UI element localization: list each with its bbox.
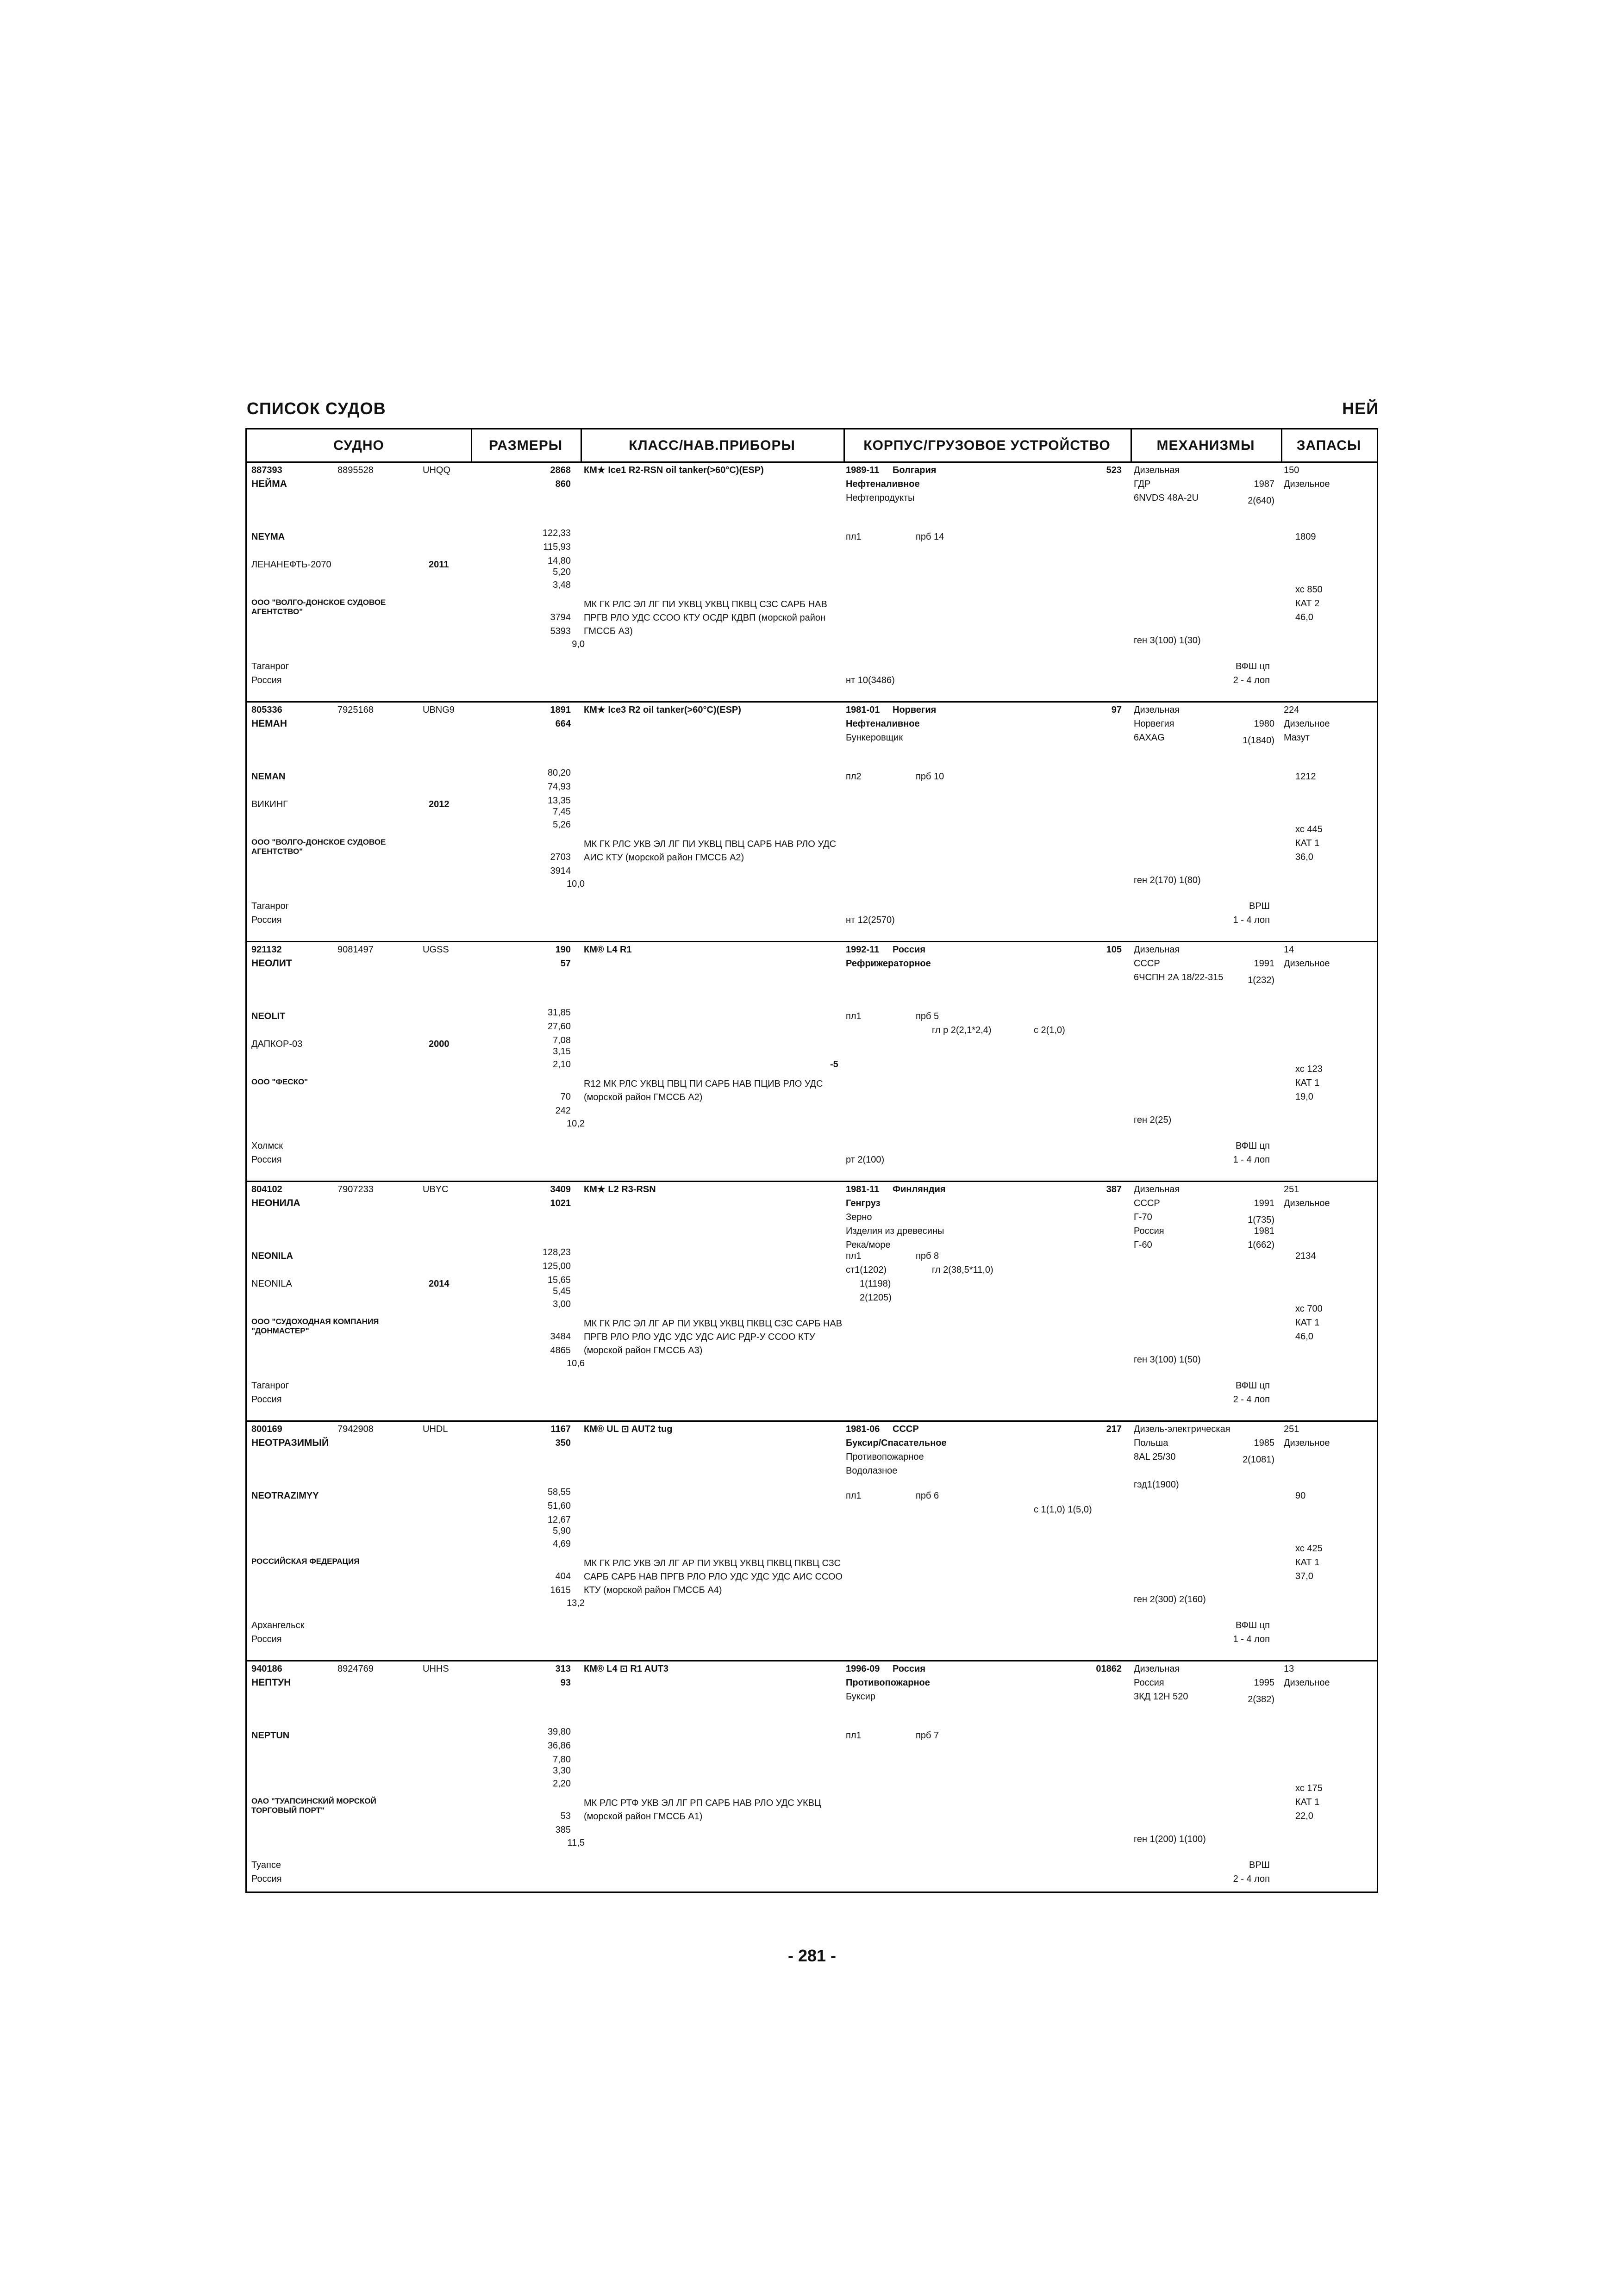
breadth: 12,67	[547, 1515, 571, 1525]
call-sign: UBYC	[423, 1184, 449, 1195]
vessel-name-latin: NEMAN	[251, 772, 286, 782]
class-notation: КМ® L4 R1	[584, 945, 632, 955]
autonomy: 22,0	[1295, 1811, 1313, 1821]
engine-year: 1987	[1254, 479, 1274, 489]
registry-number: 921132	[251, 945, 282, 955]
hull-bulkheads: прб 5	[916, 1011, 939, 1021]
hull-booms: с 2(1,0)	[1034, 1025, 1065, 1035]
page-number: - 281 -	[787, 1946, 837, 1965]
cargo-capacity: 1212	[1295, 772, 1316, 782]
length-overall: 39,80	[547, 1727, 571, 1737]
generators: ген 2(300) 2(160)	[1134, 1594, 1206, 1605]
build-country: Россия	[893, 945, 926, 955]
build-date: 1989-11	[846, 465, 880, 475]
vessel-type: Буксир/Спасательное	[846, 1438, 947, 1448]
engine-country: СССР	[1134, 958, 1160, 969]
register-title: СПИСОК СУДОВ	[247, 399, 386, 418]
home-port: Холмск	[251, 1141, 283, 1151]
propeller-type: ВФШ цп	[1235, 1381, 1270, 1391]
propeller-blades: 1 - 4 лоп	[1233, 1634, 1270, 1644]
project-number: 97	[1111, 705, 1122, 715]
call-sign: UBNG9	[423, 705, 455, 715]
net-tonnage: 93	[560, 1678, 571, 1688]
displacement: 3914	[550, 866, 571, 876]
depth: 5,90	[553, 1526, 571, 1536]
length-overall: 128,23	[542, 1247, 571, 1257]
engine-power: 2(382)	[1248, 1694, 1274, 1705]
engine-model: 3КД 12Н 520	[1134, 1692, 1188, 1702]
tanks: нт 10(3486)	[846, 675, 895, 685]
autonomy: 46,0	[1295, 612, 1313, 622]
vessel-record	[247, 463, 1377, 703]
fuel-type: Дизельное	[1284, 958, 1330, 969]
generators: ген 3(100) 1(30)	[1134, 635, 1201, 646]
engine-country: ГДР	[1134, 479, 1151, 489]
engine-country: Польша	[1134, 1438, 1168, 1448]
home-port: Таганрог	[251, 661, 289, 672]
imo-number: 7942908	[337, 1424, 374, 1434]
propeller-type: ВРШ	[1249, 1860, 1270, 1870]
home-port: Таганрог	[251, 901, 289, 911]
registry-number: 805336	[251, 705, 282, 715]
engine-model: 6AXAG	[1134, 733, 1165, 743]
flag-country: Россия	[251, 675, 282, 685]
vessel-subtype-2: Водолазное	[846, 1466, 898, 1476]
build-country: Болгария	[893, 465, 937, 475]
engine-year: 1991	[1254, 958, 1274, 969]
call-sign: UHQQ	[423, 465, 450, 475]
hull-booms: с 1(1,0) 1(5,0)	[1034, 1505, 1092, 1515]
displacement: 242	[555, 1106, 571, 1116]
hull-decks: пл1	[846, 1251, 862, 1261]
engine-year: 1995	[1254, 1678, 1274, 1688]
flag-country: Россия	[251, 915, 282, 925]
engine2-country: Россия	[1134, 1226, 1164, 1236]
propeller-type: ВФШ цп	[1235, 1141, 1270, 1151]
col-header-dimensions: РАЗМЕРЫ	[471, 429, 581, 463]
col-divider	[1131, 429, 1132, 463]
deadweight: 3484	[550, 1332, 571, 1342]
fuel-capacity: 150	[1284, 465, 1299, 475]
length-overall: 80,20	[547, 768, 571, 778]
vessel-type: Нефтеналивное	[846, 719, 920, 729]
engine-model: 8AL 25/30	[1134, 1452, 1176, 1462]
flag-country: Россия	[251, 1634, 282, 1644]
propeller-type: ВФШ цп	[1235, 661, 1270, 672]
former-name: ДАПКОР-03	[251, 1039, 303, 1049]
vessel-record	[247, 1422, 1377, 1661]
vessel-name: НЕОНИЛА	[251, 1198, 300, 1208]
nav-equipment: МК ГК РЛС УКВ ЭЛ ЛГ ПИ УКВЦ ПВЦ САРБ НАВ РЛО УДС АИС КТУ (морской район ГМССБ А2)	[584, 839, 837, 863]
fresh-water: хс 445	[1295, 824, 1323, 834]
cargo-capacity: 2134	[1295, 1251, 1316, 1261]
col-divider	[471, 429, 472, 463]
category: КАТ 2	[1295, 598, 1320, 609]
vessel-name: НЕМАН	[251, 718, 287, 729]
renamed-year: 2011	[429, 560, 449, 570]
engine-power: 1(735)	[1248, 1215, 1274, 1225]
project-number: 01862	[1096, 1664, 1122, 1674]
engine2-power: 1(662)	[1248, 1240, 1274, 1250]
engine-type: Дизельная	[1134, 705, 1180, 715]
propeller-type: ВФШ цп	[1235, 1620, 1270, 1630]
deadweight: 53	[560, 1811, 571, 1821]
project-number: 387	[1106, 1184, 1122, 1195]
net-tonnage: 860	[555, 479, 571, 489]
engine-type: Дизельная	[1134, 945, 1180, 955]
nav-equipment: МК ГК РЛС ЭЛ ЛГ ПИ УКВЦ УКВЦ ПКВЦ СЗС САРБ НАВ ПРГВ РЛО УДС ССОО КТУ ОСДР КДВП (морской район ГМССБ А3)	[584, 599, 827, 636]
vessel-record	[247, 703, 1377, 942]
hull-bulkheads: прб 7	[916, 1730, 939, 1741]
gross-tonnage: 190	[555, 945, 571, 955]
fresh-water: хс 425	[1295, 1543, 1323, 1554]
registry-number: 804102	[251, 1184, 282, 1195]
renamed-year: 2000	[429, 1039, 450, 1049]
speed: 11,5	[567, 1838, 585, 1848]
class-notation: КМ★ Ice1 R2-RSN oil tanker(>60°C)(ESP)	[584, 465, 764, 475]
depth: 3,15	[553, 1046, 571, 1057]
breadth: 7,08	[553, 1035, 571, 1045]
vessel-name: НЕОЛИТ	[251, 958, 292, 969]
length-pp: 27,60	[547, 1021, 571, 1032]
hull-decks: пл1	[846, 1011, 862, 1021]
vessel-name: НЕПТУН	[251, 1677, 291, 1688]
build-date: 1981-11	[846, 1184, 880, 1195]
vessel-name: НЕОТРАЗИМЫЙ	[251, 1437, 329, 1448]
deadweight: 404	[555, 1571, 571, 1581]
imo-number: 7925168	[337, 705, 374, 715]
fuel-capacity: 251	[1284, 1184, 1299, 1195]
hull-bulkheads: прб 8	[916, 1251, 939, 1261]
speed: 9,0	[572, 639, 585, 649]
vessel-subtype: Противопожарное	[846, 1452, 924, 1462]
length-overall: 31,85	[547, 1008, 571, 1018]
vessel-name: НЕЙМА	[251, 479, 287, 489]
autonomy: 36,0	[1295, 852, 1313, 862]
registry-number: 800169	[251, 1424, 282, 1434]
autonomy: 46,0	[1295, 1332, 1313, 1342]
class-note: -5	[830, 1059, 838, 1070]
autonomy: 19,0	[1295, 1092, 1313, 1102]
former-name: ВИКИНГ	[251, 799, 288, 809]
build-country: Норвегия	[893, 705, 937, 715]
length-pp: 51,60	[547, 1501, 571, 1511]
flag-country: Россия	[251, 1155, 282, 1165]
build-country: Россия	[893, 1664, 926, 1674]
length-pp: 36,86	[547, 1741, 571, 1751]
former-name: ЛЕНАНЕФТЬ-2070	[251, 560, 331, 570]
vessel-name-latin: NEOLIT	[251, 1011, 286, 1021]
tanks: рт 2(100)	[846, 1155, 885, 1165]
vessel-name-latin: NEPTUN	[251, 1730, 290, 1741]
engine-country: Норвегия	[1134, 719, 1174, 729]
imo-number: 9081497	[337, 945, 374, 955]
registry-number: 887393	[251, 465, 282, 475]
vessel-subtype: Зерно	[846, 1212, 872, 1222]
category: КАТ 1	[1295, 838, 1320, 848]
fuel-capacity: 14	[1284, 945, 1294, 955]
generators: ген 2(25)	[1134, 1115, 1172, 1125]
cargo-capacity: 1809	[1295, 532, 1316, 542]
vessel-subtype-3: Река/море	[846, 1240, 891, 1250]
vessel-record	[247, 942, 1377, 1182]
fuel-type: Дизельное	[1284, 1198, 1330, 1208]
net-tonnage: 664	[555, 719, 571, 729]
build-date: 1992-11	[846, 945, 880, 955]
gross-tonnage: 1167	[550, 1424, 571, 1434]
draught: 2,20	[553, 1779, 571, 1789]
home-port: Туапсе	[251, 1860, 281, 1870]
fresh-water: хс 123	[1295, 1064, 1323, 1074]
draught: 3,00	[553, 1299, 571, 1309]
nav-equipment: МК ГК РЛС УКВ ЭЛ ЛГ АР ПИ УКВЦ УКВЦ ПКВЦ ПКВЦ СЗС САРБ САРБ НАВ ПРГВ РЛО РЛО УДС УДС УДС АИС ССОО КТУ (морской район ГМССБ А4)	[584, 1558, 843, 1595]
engine-power: 1(1840)	[1243, 735, 1274, 746]
vessel-subtype: Буксир	[846, 1692, 875, 1702]
draught: 5,26	[553, 820, 571, 830]
home-port: Таганрог	[251, 1381, 289, 1391]
fuel-type: Дизельное	[1284, 1678, 1330, 1688]
hull-bulkheads: прб 6	[916, 1491, 939, 1501]
depth: 5,45	[553, 1286, 571, 1296]
engine-power: 2(640)	[1248, 496, 1274, 506]
category: КАТ 1	[1295, 1318, 1320, 1328]
fresh-water: хс 175	[1295, 1783, 1323, 1793]
fuel-type: Дизельное	[1284, 479, 1330, 489]
renamed-year: 2012	[429, 799, 450, 809]
col-header-vessel: СУДНО	[247, 429, 471, 463]
class-notation: КМ® UL ⊡ AUT2 tug	[584, 1424, 673, 1434]
col-divider	[843, 429, 845, 463]
col-header-class: КЛАСС/НАВ.ПРИБОРЫ	[581, 429, 843, 463]
project-number: 105	[1106, 945, 1122, 955]
hull-decks: пл1	[846, 1730, 862, 1741]
hull-hold-3: 2(1205)	[860, 1293, 892, 1303]
autonomy: 37,0	[1295, 1571, 1313, 1581]
engine-country: Россия	[1134, 1678, 1164, 1688]
vessel-name-latin: NEOTRAZIMYY	[251, 1491, 319, 1501]
build-date: 1981-01	[846, 705, 880, 715]
propeller-type: ВРШ	[1249, 901, 1270, 911]
engine-country: СССР	[1134, 1198, 1160, 1208]
fresh-water: хс 700	[1295, 1304, 1323, 1314]
net-tonnage: 350	[555, 1438, 571, 1448]
flag-country: Россия	[251, 1394, 282, 1405]
engine-power: 2(1081)	[1243, 1455, 1274, 1465]
category: КАТ 1	[1295, 1557, 1320, 1568]
hull-decks: пл1	[846, 532, 862, 542]
vessel-type: Нефтеналивное	[846, 479, 920, 489]
col-header-stores: ЗАПАСЫ	[1281, 429, 1377, 463]
col-header-hull: КОРПУС/ГРУЗОВОЕ УСТРОЙСТВО	[843, 429, 1131, 463]
engine2-year: 1981	[1254, 1226, 1274, 1236]
vessel-type: Рефрижераторное	[846, 958, 931, 969]
owner: РОССИЙСКАЯ ФЕДЕРАЦИЯ	[251, 1557, 360, 1566]
depth: 3,30	[553, 1766, 571, 1776]
vessel-type: Генгруз	[846, 1198, 881, 1208]
class-notation: КМ★ Ice3 R2 oil tanker(>60°C)(ESP)	[584, 705, 741, 715]
engine-year: 1980	[1254, 719, 1274, 729]
gross-tonnage: 3409	[550, 1184, 571, 1195]
length-pp: 125,00	[542, 1261, 571, 1271]
propeller-blades: 2 - 4 лоп	[1233, 1394, 1270, 1405]
hull-hold-2: 1(1198)	[860, 1279, 891, 1289]
displacement: 4865	[550, 1345, 571, 1356]
deadweight: 70	[560, 1092, 571, 1102]
category: КАТ 1	[1295, 1078, 1320, 1088]
generators: ген 3(100) 1(50)	[1134, 1355, 1201, 1365]
hull-bulkheads: прб 10	[916, 772, 944, 782]
vessel-subtype: Нефтепродукты	[846, 493, 915, 503]
project-number: 523	[1106, 465, 1122, 475]
draught: 3,48	[553, 580, 571, 590]
vessel-subtype: Бункеровщик	[846, 733, 903, 743]
cargo-capacity: 90	[1295, 1491, 1306, 1501]
flag-country: Россия	[251, 1874, 282, 1884]
depth: 5,20	[553, 567, 571, 577]
imo-number: 8924769	[337, 1664, 374, 1674]
imo-number: 7907233	[337, 1184, 374, 1195]
propeller-blades: 2 - 4 лоп	[1233, 1874, 1270, 1884]
gross-tonnage: 2868	[550, 465, 571, 475]
displacement: 5393	[550, 626, 571, 636]
section-letters: НЕЙ	[1342, 399, 1379, 418]
nav-equipment: R12 МК РЛС УКВЦ ПВЦ ПИ САРБ НАВ ПЦИВ РЛО УДС (морской район ГМССБ А2)	[584, 1079, 823, 1102]
vessel-subtype-2: Изделия из древесины	[846, 1226, 944, 1236]
engine-year: 1991	[1254, 1198, 1274, 1208]
fresh-water: хс 850	[1295, 585, 1323, 595]
displacement: 1615	[550, 1585, 571, 1595]
net-tonnage: 1021	[550, 1198, 571, 1208]
engine-year: 1985	[1254, 1438, 1274, 1448]
engine-type: Дизельная	[1134, 1664, 1180, 1674]
col-header-machinery: МЕХАНИЗМЫ	[1131, 429, 1281, 463]
speed: 13,2	[567, 1598, 585, 1608]
speed: 10,2	[567, 1119, 585, 1129]
engine-type: Дизель-электрическая	[1134, 1424, 1230, 1434]
gross-tonnage: 1891	[550, 705, 571, 715]
depth: 7,45	[553, 807, 571, 817]
nav-equipment: МК РЛС РТФ УКВ ЭЛ ЛГ РП САРБ НАВ РЛО УДС УКВЦ (морской район ГМССБ А1)	[584, 1798, 821, 1822]
vessel-record	[247, 1661, 1377, 1901]
fuel-capacity: 251	[1284, 1424, 1299, 1434]
vessel-list	[247, 463, 1377, 1893]
hull-hatches: гл р 2(2,1*2,4)	[932, 1025, 992, 1035]
hull-decks: пл1	[846, 1491, 862, 1501]
registry-number: 940186	[251, 1664, 282, 1674]
vessel-record	[247, 1182, 1377, 1422]
length-overall: 58,55	[547, 1487, 571, 1497]
generators: ген 2(170) 1(80)	[1134, 875, 1201, 885]
category: КАТ 1	[1295, 1797, 1320, 1807]
breadth: 13,35	[547, 796, 571, 806]
fuel-capacity: 224	[1284, 705, 1299, 715]
engine-type: Дизельная	[1134, 1184, 1180, 1195]
propeller-blades: 1 - 4 лоп	[1233, 915, 1270, 925]
class-notation: КМ® L4 ⊡ R1 AUT3	[584, 1664, 668, 1674]
imo-number: 8895528	[337, 465, 374, 475]
speed: 10,0	[567, 879, 585, 889]
fuel-type: Дизельное	[1284, 719, 1330, 729]
length-pp: 74,93	[547, 782, 571, 792]
engine-power: 1(232)	[1248, 975, 1274, 985]
home-port: Архангельск	[251, 1620, 305, 1630]
fuel-type-2: Мазут	[1284, 733, 1310, 743]
tanks: нт 12(2570)	[846, 915, 895, 925]
build-country: СССР	[893, 1424, 919, 1434]
build-date: 1996-09	[846, 1664, 880, 1674]
hull-bulkheads: прб 14	[916, 532, 944, 542]
call-sign: UHHS	[423, 1664, 449, 1674]
engine-extra: гэд1(1900)	[1134, 1480, 1179, 1490]
former-name: NEONILA	[251, 1279, 292, 1289]
draught: 4,69	[553, 1539, 571, 1549]
nav-equipment: МК ГК РЛС ЭЛ ЛГ АР ПИ УКВЦ УКВЦ ПКВЦ СЗС САРБ НАВ ПРГВ РЛО РЛО УДС УДС УДС АИС РДР-У ССОО КТУ (морской район ГМССБ А3)	[584, 1319, 843, 1356]
engine-model: Г-70	[1134, 1212, 1152, 1222]
hull-hatches: гл 2(38,5*11,0)	[932, 1265, 993, 1275]
draught: 2,10	[553, 1059, 571, 1070]
propeller-blades: 1 - 4 лоп	[1233, 1155, 1270, 1165]
speed: 10,6	[567, 1358, 585, 1369]
fuel-capacity: 13	[1284, 1664, 1294, 1674]
net-tonnage: 57	[560, 958, 571, 969]
vessel-type: Противопожарное	[846, 1678, 930, 1688]
hull-decks: пл2	[846, 772, 862, 782]
col-divider	[581, 429, 582, 463]
deadweight: 2703	[550, 852, 571, 862]
build-date: 1981-06	[846, 1424, 880, 1434]
displacement: 385	[555, 1825, 571, 1835]
hull-holds: ст1(1202)	[846, 1265, 887, 1275]
generators: ген 1(200) 1(100)	[1134, 1834, 1206, 1844]
engine-type: Дизельная	[1134, 465, 1180, 475]
breadth: 14,80	[547, 556, 571, 566]
length-overall: 122,33	[542, 528, 571, 538]
owner: ООО "СУДОХОДНАЯ КОМПАНИЯ "ДОНМАСТЕР"	[251, 1317, 379, 1335]
vessel-name-latin: NEONILA	[251, 1251, 293, 1261]
owner: ООО "ВОЛГО-ДОНСКОЕ СУДОВОЕ АГЕНТСТВО"	[251, 598, 386, 616]
engine-extra: Г-60	[1134, 1240, 1152, 1250]
breadth: 15,65	[547, 1275, 571, 1285]
vessel-name-latin: NEYMA	[251, 532, 285, 542]
propeller-blades: 2 - 4 лоп	[1233, 675, 1270, 685]
engine-model: 6ЧСПН 2А 18/22-315	[1134, 972, 1224, 983]
breadth: 7,80	[553, 1755, 571, 1765]
call-sign: UHDL	[423, 1424, 448, 1434]
owner: ОАО "ТУАПСИНСКИЙ МОРСКОЙ ТОРГОВЫЙ ПОРТ"	[251, 1797, 376, 1815]
project-number: 217	[1106, 1424, 1122, 1434]
call-sign: UGSS	[423, 945, 449, 955]
engine-model: 6NVDS 48A-2U	[1134, 493, 1199, 503]
col-divider	[1281, 429, 1282, 463]
build-country: Финляндия	[893, 1184, 946, 1195]
length-pp: 115,93	[543, 542, 571, 552]
owner: ООО "ФЕСКО"	[251, 1077, 308, 1086]
fuel-type: Дизельное	[1284, 1438, 1330, 1448]
deadweight: 3794	[550, 612, 571, 622]
renamed-year: 2014	[429, 1279, 450, 1289]
ship-register-table	[245, 428, 1378, 1893]
owner: ООО "ВОЛГО-ДОНСКОЕ СУДОВОЕ АГЕНТСТВО"	[251, 838, 386, 856]
class-notation: КМ★ L2 R3-RSN	[584, 1184, 656, 1195]
gross-tonnage: 313	[555, 1664, 571, 1674]
